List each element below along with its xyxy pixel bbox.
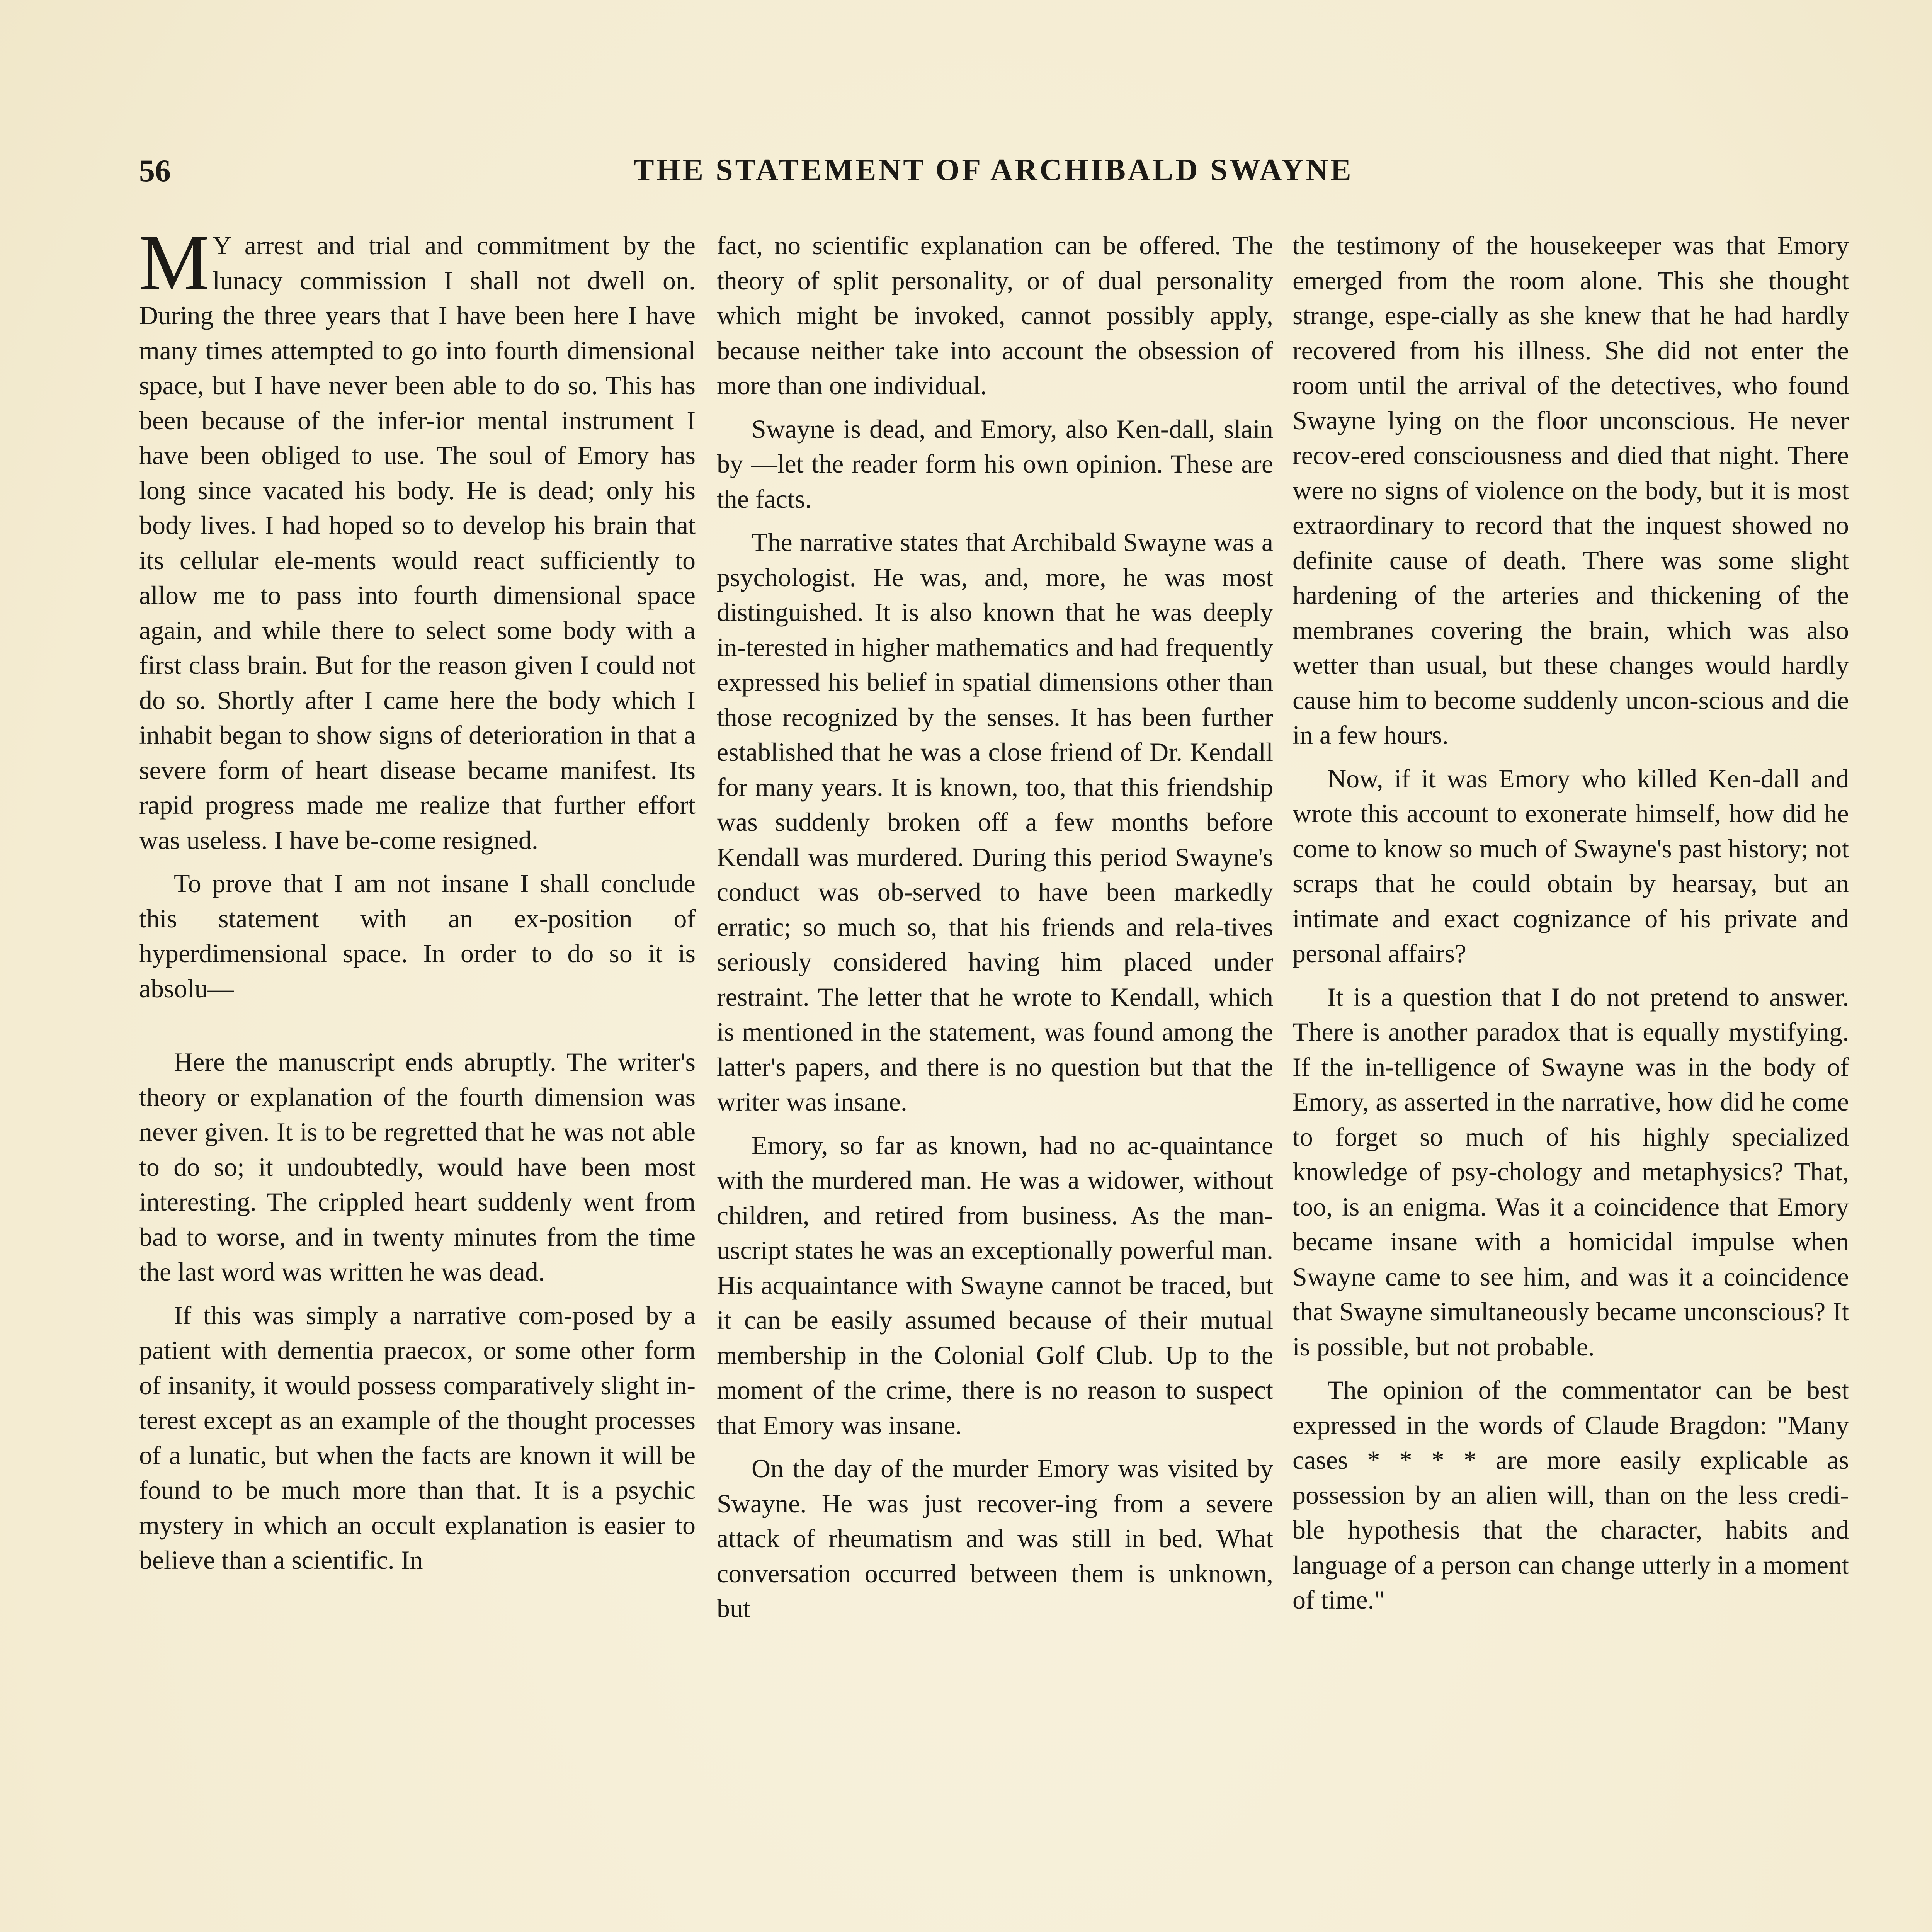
paragraph: Here the manuscript ends abruptly. The writer's theory or explanation of the fourth dimension was never given. It is to be regretted that he was not able to do so; it undoubtedly, would have been most interesting. The crippled heart suddenly went from bad to worse, and in twenty minutes from the time the last word was written he was dead. [139,1047,696,1286]
paragraph: the testimony of the housekeeper was that Emory emerged from the room alone. This she thought strange, espe-cially as she knew that he had hardly recovered from his illness. She did not enter the room until the arrival of the detectives, who found Swayne lying on the floor unconscious. He never recov-ered consciousness and died that night. There were no signs of violence on the body, but it is most extraordinary to record that the inquest showed no definite cause of death. There was some slight hardening of the arteries and thickening of the membranes covering the brain, which was also wetter than usual, but these changes would hardly cause him to become suddenly uncon-scious and die in a few hours. [1293,231,1849,750]
article-column-1 [139,219,696,1578]
paragraph: The narrative states that Archibald Swayne was a psychologist. He was, and, more, he was most distinguished. It is also known that he was deeply in-terested in higher mathematics and had frequently expressed his belief in spatial dimensions other than those recognized by the senses. It has been further established that he was a close friend of Dr. Kendall for many years. It is known, too, that this friendship was suddenly broken off a few months before Kendall was murdered. During this period Swayne's conduct was ob-served to have been markedly erratic; so much so, that his friends and rela-tives seriously considered having him placed under restraint. The letter that he wrote to Kendall, which is mentioned in the statement, was found among the latter's papers, and there is no question but that the writer was insane. [717,527,1273,1116]
article-column-3 [1293,228,1849,1617]
paragraph: If this was simply a narrative com-posed by a patient with dementia praecox, or some other form of insanity, it would possess comparatively slight in-terest except as an example of the thought processes of a lunatic, but when the facts are known it will be found to be much more than that. It is a psychic mystery in which an occult explanation is easier to believe than a scientific. In [139,1300,696,1575]
running-head: THE STATEMENT OF ARCHIBALD SWAYNE [633,153,1354,187]
article-column-2 [717,228,1273,1626]
paragraph: It is a question that I do not pretend to answer. There is another paradox that is equally mystifying. If the in-telligence of Swayne was in the body of Emory, as asserted in the narrative, how did he come to forget so much of his highly specialized knowledge of psy-chology and metaphysics? That, too, is an enigma. Was it a coincidence that Emory became insane with a homicidal impulse when Swayne came to see him, and was it a coincidence that Swayne simultaneously became unconscious? It is possible, but not probable. [1293,982,1849,1361]
paragraph: The opinion of the commentator can be best expressed in the words of Claude Bragdon: "Many cases * * * * are more easily explicable as possession by an alien will, than on the less credi-ble hypothesis that the character, habits and language of a person can change utterly in a moment of time." [1293,1375,1849,1614]
paragraph: Now, if it was Emory who killed Ken-dall and wrote this account to exonerate himself, how did he come to know so much of Swayne's past history; not scraps that he could obtain by hearsay, but an intimate and exact cognizance of his private and personal affairs? [1293,764,1849,968]
paragraph: Emory, so far as known, had no ac-quaintance with the murdered man. He was a widower, without children, and retired from business. As the man-uscript states he was an exceptionally powerful man. His acquaintance with Swayne cannot be traced, but it can be easily assumed because of their mutual membership in the Colonial Golf Club. Up to the moment of the crime, there is no reason to suspect that Emory was insane. [717,1130,1273,1440]
page-number: 56 [139,153,171,188]
page-header [139,153,1848,199]
paragraph: On the day of the murder Emory was visited by Swayne. He was just recover-ing from a severe attack of rheumatism and was still in bed. What conversation occurred between them is unknown, but [717,1454,1273,1623]
paragraph: fact, no scientific explanation can be offered. The theory of split personality, or of dual personality which might be invoked, cannot possibly apply, because neither take into account the obsession of more than one individual. [717,231,1273,400]
drop-cap: M [139,219,210,306]
paragraph: M Y arrest and trial and commitment by the lunacy commission I shall not dwell on. During the three years that I have been here I have many times attempted to go into fourth dimensional space, but I have never been able to do so. This has been because of the infer-ior mental instrument I have been obliged to use. The soul of Emory has long since vacated his body. He is dead; only his body lives. I had hoped so to develop his brain that its cellular ele-ments would react sufficiently to allow me to pass into fourth dimensional space again, and while there to select some body with a first class brain. But for the reason given I could not do so. Shortly after I came here the body which I inhabit began to show signs of deterioration in that a severe form of heart disease became manifest. Its rapid progress made me realize that further effort was useless. I have be-come resigned. [139,219,696,855]
paragraph: To prove that I am not insane I shall conclude this statement with an ex-position of hyperdimensional space. In order to do so it is absolu— [139,869,696,1003]
paragraph: Swayne is dead, and Emory, also Ken-dall, slain by —let the reader form his own opinion. These are the facts. [717,414,1273,514]
